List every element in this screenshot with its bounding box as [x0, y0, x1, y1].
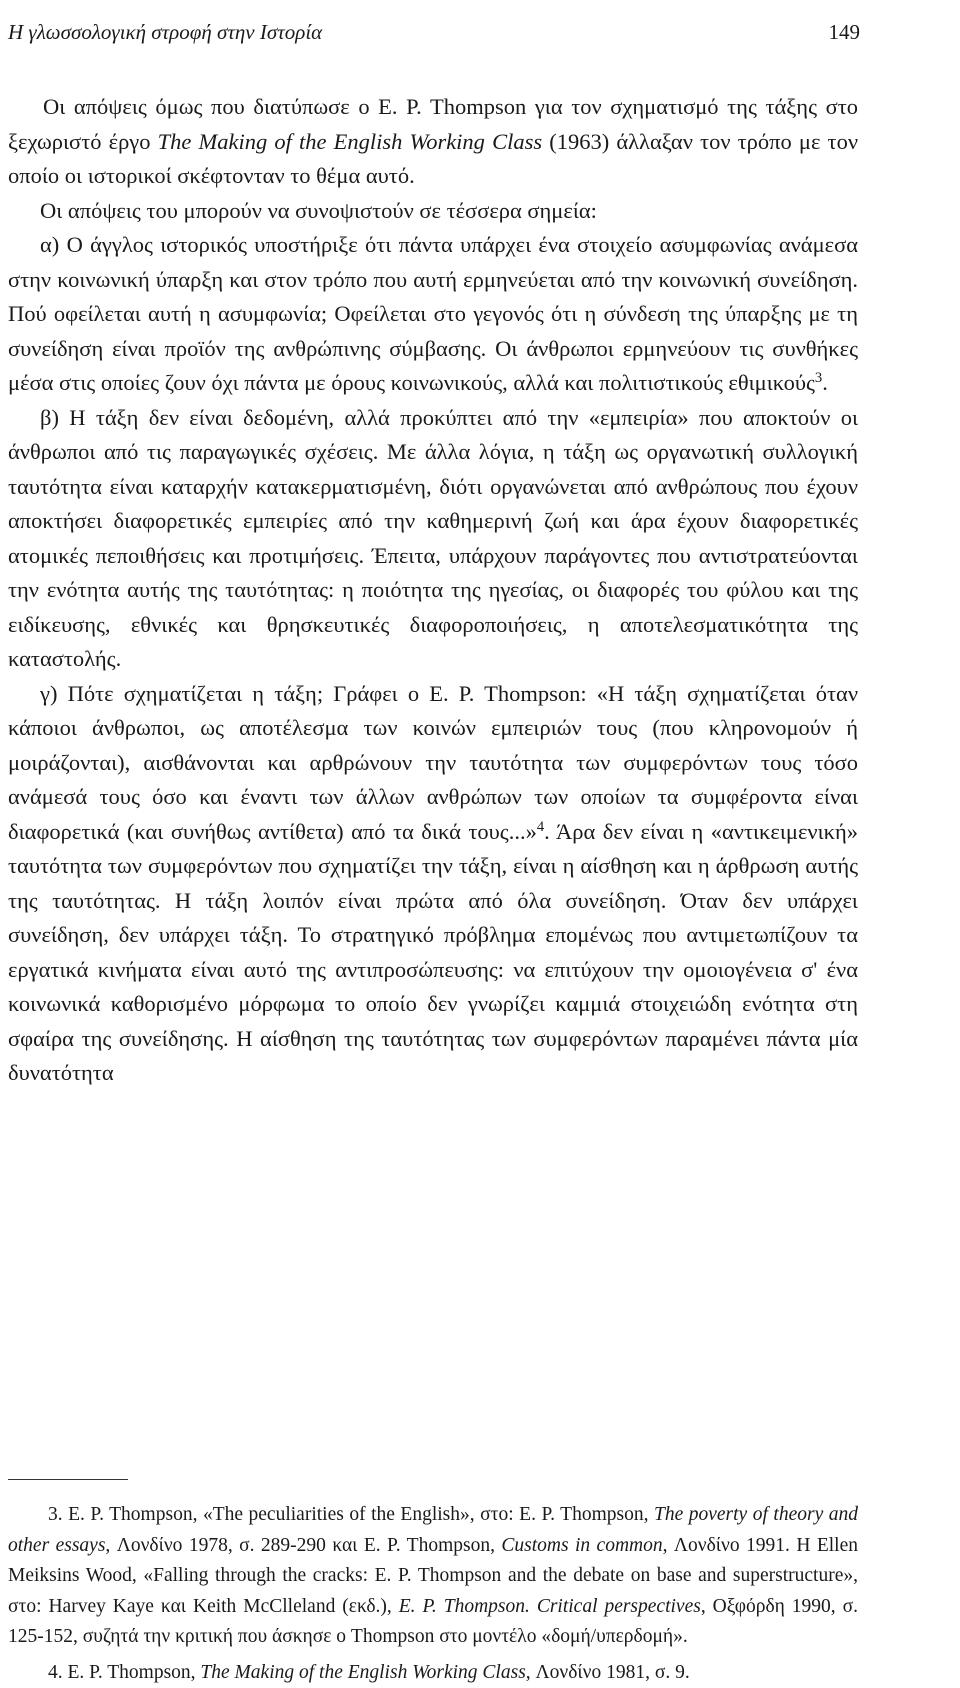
- book-title: The Making of the English Working Class: [158, 129, 542, 154]
- running-title: Η γλωσσολογική στροφή στην Ιστορία: [8, 20, 322, 45]
- body-text: [8, 90, 858, 1091]
- footnotes: [8, 1500, 858, 1688]
- paragraph-summary: Οι απόψεις του μπορούν να συνοψιστούν σε τέσσερα σημεία:: [8, 194, 858, 229]
- footnote-3: 3. E. P. Thompson, «The peculiarities of the English», στο: E. P. Thompson, The poverty of theory and other essays, Λονδίνο 1978, σ. 289-290 και E. P. Thompson, Customs in common, Λονδίνο 1991. Η Ellen Meiksins Wood, «Falling through the cracks: E. P. Thompson and the debate on base and superstructure», στο: Harvey Kaye και Keith McClleland (εκδ.), E. P. Thompson. Critical perspectives, Οξφόρδη 1990, σ. 125-152, συζητά την κριτική που άσκησε ο Thompson στο μοντέλο «δομή/υπερδομή».: [8, 1500, 858, 1653]
- footnote-ref-4: 4: [537, 818, 544, 834]
- paragraph-point-a: α) Ο άγγλος ιστορικός υποστήριξε ότι πάντα υπάρχει ένα στοιχείο ασυμφωνίας ανάμεσα στην κοινωνική ύπαρξη και στον τρόπο που αυτή ερμηνεύεται από την κοινωνική συνείδηση. Πού οφείλεται αυτή η ασυμφωνία; Οφείλεται στο γεγονός ότι η σύνδεση της ύπαρξης με τη συνείδηση είναι προϊόν της ανθρώπινης σύμβασης. Οι άνθρωποι ερμηνεύουν τις συνθήκες μέσα στις οποίες ζουν όχι πάντα με όρους κοινωνικούς, αλλά και πολιτιστικούς εθιμικούς$^3$.: [8, 228, 858, 401]
- paragraph-intro: Οι απόψεις όμως που διατύπωσε ο Ε. P. Thompson για τον σχηματισμό της τάξης στο ξεχωριστό έργο The Making of the English Working Class (1963) άλλαξαν τον τρόπο με τον οποίο οι ιστορικοί σκέφτονταν το θέμα αυτό.: [8, 90, 858, 194]
- paragraph-point-b: β) Η τάξη δεν είναι δεδομένη, αλλά προκύπτει από την «εμπειρία» που αποκτούν οι άνθρωποι από τις παραγωγικές σχέσεις. Με άλλα λόγια, η τάξη ως οργανωτική συλλογική ταυτότητα είναι καταρχήν κατακερματισμένη, διότι οργανώνεται από ανθρώπους που έχουν αποκτήσει διαφορετικές εμπειρίες από την καθημερινή ζωή και άρα έχουν διαφορετικές ατομικές πεποιθήσεις και προτιμήσεις. Έπειτα, υπάρχουν παράγοντες που αντιστρατεύονται την ενότητα αυτής της ταυτότητας: η ποιότητα της ηγεσίας, οι διαφορές του φύλου και της ειδίκευσης, εθνικές και θρησκευτικές διαφοροποιήσεις, η αποτελεσματικότητα της καταστολής.: [8, 401, 858, 677]
- footnote-divider: [8, 1479, 128, 1480]
- footnote-4: 4. E. P. Thompson, The Making of the English Working Class, Λονδίνο 1981, σ. 9.: [8, 1658, 858, 1688]
- running-header: [8, 20, 860, 58]
- page-number: 149: [829, 20, 861, 45]
- footnote-ref-3: 3: [815, 370, 822, 386]
- paragraph-point-c: γ) Πότε σχηματίζεται η τάξη; Γράφει ο Ε. P. Thompson: «Η τάξη σχηματίζεται όταν κάποιοι άνθρωποι, ως αποτέλεσμα των κοινών εμπειριών τους (που κληρονομούν ή μοιράζονται), αισθάνονται και αρθρώνουν την ταυτότητα των συμφερόντων τους τόσο ανάμεσά τους όσο και έναντι των άλλων ανθρώπων των οποίων τα συμφέροντα είναι διαφορετικά (και συνήθως αντίθετα) από τα δικά τους...»$^4$. Άρα δεν είναι η «αντικειμενική» ταυτότητα των συμφερόντων που σχηματίζει την τάξη, είναι η αίσθηση και η άρθρωση αυτής της ταυτότητας. Η τάξη λοιπόν είναι πρώτα από όλα συνείδηση. Όταν δεν υπάρχει συνείδηση, δεν υπάρχει τάξη. Το στρατηγικό πρόβλημα επομένως που αντιμετωπίζουν τα εργατικά κινήματα είναι αυτό της αντιπροσώπευσης: να επιτύχουν την ομοιογένεια σ' ένα κοινωνικά καθορισμένο μόρφωμα το οποίο δεν γνωρίζει καμμιά στοιχειώδη ενότητα στη σφαίρα της συνείδησης. Η αίσθηση της ταυτότητας των συμφερόντων παραμένει πάντα μία δυνατότητα: [8, 677, 858, 1091]
